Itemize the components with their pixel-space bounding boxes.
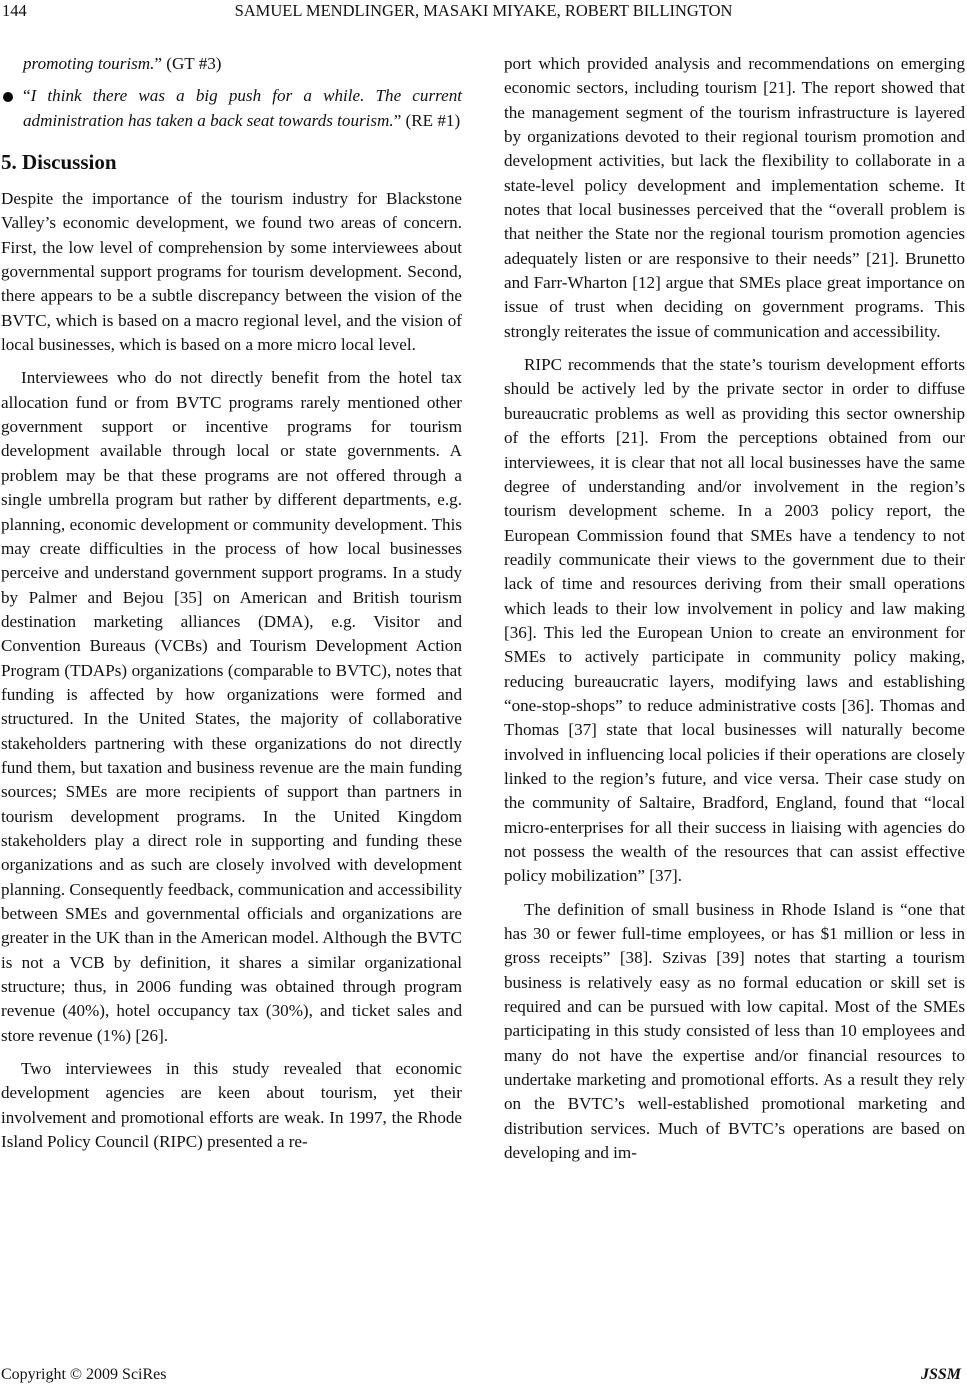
right-column (504, 52, 965, 1165)
quote-text: I think there was a big push for a while. The current administration has taken a back seat towards tourism. (23, 86, 462, 130)
running-head-authors: SAMUEL MENDLINGER, MASAKI MIYAKE, ROBERT BILLINGTON (234, 1, 733, 20)
paragraph: RIPC recommends that the state’s tourism development efforts should be actively led by the private sector in order to diffuse bureaucratic problems as well as providing this sector ownership of the efforts [21]. From the perceptions obtained from our interviewees, it is clear that not all local businesses have the same degree of understanding and/or involvement in the region’s tourism development scheme. In a 2003 policy report, the European Commission found that SMEs have a tendency to not readily communicate their views to the government due to their lack of time and resources deriving from their small operations which leads to their low involvement in policy and law making [36]. This led the European Union to create an environment for SMEs to actively participate in community policy making, reducing bureaucratic layers, modifying laws and establishing “one-stop-shops” to reduce administrative costs [36]. Thomas and Thomas [37] state that local businesses will naturally become involved in influencing local policies if their operations are closely linked to the region’s future, and vice versa. Their case study on the community of Saltaire, Bradford, England, found that “local micro-enterprises for all their success in liaising with agencies do not possess the wealth of the resources that can assist effective policy mobilization” [37]. (504, 355, 965, 886)
bullet-icon (3, 92, 13, 102)
quote-continuation (1, 52, 462, 76)
paragraph: The definition of small business in Rhode Island is “one that has 30 or fewer full-time employees, or has $1 million or less in gross receipts” [38]. Szivas [39] notes that starting a tourism business is relatively easy as no formal education or skill set is required and can be pursued with low capital. Most of the SMEs participating in this study consisted of less than 10 employees and many do not have the expertise and/or financial resources to undertake marketing and promotional efforts. As a result they rely on the BVTC’s well-established promotional marketing and distribution services. Much of BVTC’s operations are based on developing and im- (504, 899, 965, 1163)
page-number: 144 (2, 1, 27, 20)
left-column (1, 52, 462, 1154)
quote-open-mark: “ (23, 86, 31, 106)
journal-abbreviation: JSSM (920, 1366, 961, 1383)
quote-attribution: ” (RE #1) (393, 110, 461, 130)
page-footer (0, 1364, 967, 1386)
quote-text: promoting tourism. (23, 54, 155, 73)
page-header (0, 0, 967, 22)
paragraph: Despite the importance of the tourism industry for Blackstone Valley’s economic development, we found two areas of concern. First, the low level of comprehension by some interviewees about governmental support programs for tourism development. Second, there appears to be a subtle discrepancy between the vision of the BVTC, which is based on a macro regional level, and the vision of local businesses, which is based on a more micro local level. (1, 189, 462, 355)
paragraph: port which provided analysis and recommendations on emerging economic sectors, including tourism [21]. The report showed that the management segment of the tourism infrastructure is layered by organizations devoted to their regional tourism promotion and development activities, but lack the flexibility to collaborate in a state-level policy development and implementation scheme. It notes that local businesses perceived that the “overall problem is that neither the State nor the regional tourism promotion agencies adequately listen or are responsive to their needs” [21]. Brunetto and Farr-Wharton [12] argue that SMEs place great importance on issue of trust when deciding on government programs. This strongly reiterates the issue of communication and accessibility. (504, 54, 965, 341)
paragraph: Interviewees who do not directly benefit from the hotel tax allocation fund or from BVTC programs rarely mentioned other government support or incentive programs for tourism development available through local or state governments. A problem may be that these programs are not offered through a single umbrella program but rather by different departments, e.g. planning, economic development or community development. This may create difficulties in the process of how local businesses perceive and understand government support programs. In a study by Palmer and Bejou [35] on American and British tourism destination marketing alliances (DMA), e.g. Visitor and Convention Bureaus (VCBs) and Tourism Development Action Program (TDAPs) organizations (comparable to BVTC), notes that funding is affected by how organizations were formed and structured. In the United States, the majority of collaborative stakeholders partnering with these organizations do not directly fund them, but taxation and business revenue are the main funding sources; SMEs are more recipients of support than partners in tourism development programs. In the United Kingdom stakeholders play a direct role in supporting and funding these organizations and as such are closely involved with development planning. Consequently feedback, communication and accessibility between SMEs and governmental officials and organizations are greater in the UK than in the American model. Although the BVTC is not a VCB by definition, it shares a similar organizational structure; thus, in 2006 funding was obtained through program revenue (40%), hotel occupancy tax (30%), and ticket sales and store revenue (1%) [26]. (1, 368, 462, 1045)
bullet-quote (1, 84, 462, 133)
paragraph: Two interviewees in this study revealed that economic development agencies are keen about tourism, yet their involvement and promotional efforts are weak. In 1997, the Rhode Island Policy Council (RIPC) presented a re- (1, 1059, 462, 1152)
copyright-notice: Copyright © 2009 SciRes (1, 1366, 167, 1383)
section-heading: 5. Discussion (1, 150, 117, 175)
quote-attribution: ” (GT #3) (154, 54, 222, 73)
